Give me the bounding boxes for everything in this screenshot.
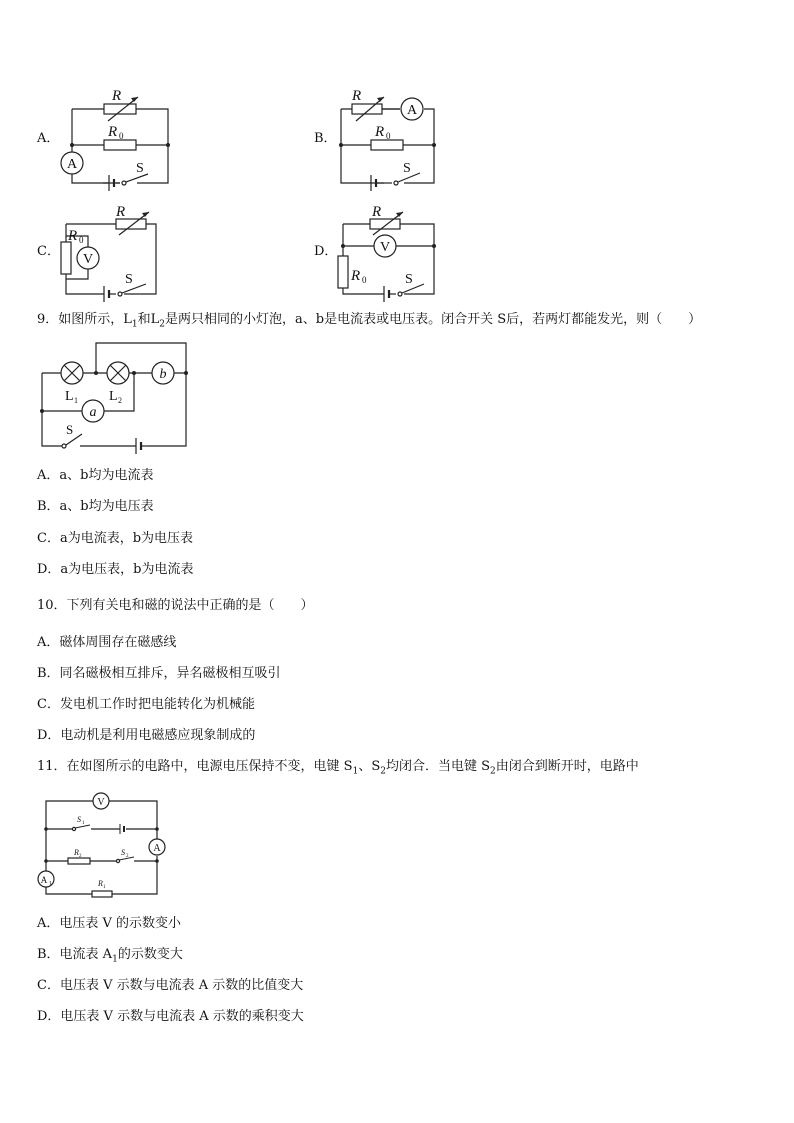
q9-option-a[interactable]: A．a、b均为电流表 [37, 468, 154, 483]
svg-text:R: R [68, 228, 78, 244]
q11-option-a[interactable]: A．电压表 V 的示数变小 [37, 916, 182, 931]
svg-text:V: V [97, 797, 105, 808]
svg-text:A: A [40, 875, 48, 885]
svg-text:1: 1 [74, 396, 78, 405]
svg-text:S: S [121, 848, 125, 857]
q9-option-c[interactable]: C．a为电流表，b为电压表 [37, 531, 194, 546]
svg-text:R: R [108, 124, 118, 140]
q10-option-c[interactable]: C．发电机工作时把电能转化为机械能 [37, 697, 255, 712]
svg-text:a: a [89, 405, 97, 420]
option-c-letter: C． [37, 244, 60, 259]
svg-text:2: 2 [126, 854, 129, 859]
q11-option-b[interactable]: B．电流表 $A_1$的示数变大 [37, 947, 183, 965]
q10-option-d[interactable]: D．电动机是利用电磁感应现象制成的 [37, 728, 256, 743]
svg-text:S: S [66, 422, 74, 437]
q11-option-c[interactable]: C．电压表 V 示数与电流表 A 示数的比值变大 [37, 978, 304, 993]
svg-text:R: R [74, 848, 79, 857]
option-d-letter: D． [314, 244, 338, 259]
svg-text:A: A [66, 157, 78, 172]
svg-text:S: S [405, 272, 413, 287]
svg-text:S: S [77, 815, 81, 824]
q9-option-b[interactable]: B．a、b均为电压表 [37, 499, 154, 514]
svg-text:S: S [403, 161, 411, 176]
svg-text:0: 0 [79, 235, 84, 245]
q11-stem: 11．在如图所示的电路中，电源电压保持不变，电键 $S_1$、$S_2$均闭合．当电键 $S_2$由闭合到断开时，电路中 [37, 759, 639, 777]
svg-text:b: b [159, 367, 167, 382]
voltmeter-icon [93, 793, 109, 809]
svg-text:L: L [65, 389, 74, 404]
svg-text:2: 2 [79, 854, 82, 859]
q10-stem: 10．下列有关电和磁的说法中正确的是（ ） [37, 598, 314, 613]
svg-text:R: R [375, 124, 385, 140]
svg-text:R: R [116, 204, 126, 220]
ammeter-a1-icon [38, 871, 54, 887]
svg-text:R: R [352, 88, 362, 104]
svg-text:1: 1 [49, 881, 52, 887]
svg-text:0: 0 [119, 131, 124, 141]
q9-stem: 9．如图所示，$L_1$和$L_2$是两只相同的小灯泡，a、b是电流表或电压表。闭合开关 S后，若两灯都能发光，则（ ） [37, 312, 702, 330]
option-b-letter: B． [314, 131, 337, 146]
svg-text:0: 0 [386, 131, 391, 141]
svg-text:R: R [112, 88, 122, 104]
svg-text:R: R [351, 268, 361, 284]
svg-text:V: V [82, 252, 94, 267]
svg-text:S: S [136, 161, 144, 176]
svg-text:L: L [109, 389, 118, 404]
svg-text:V: V [379, 240, 391, 255]
svg-text:A: A [153, 843, 161, 854]
ammeter-icon [149, 839, 165, 855]
svg-text:S: S [125, 272, 133, 287]
svg-text:A: A [406, 103, 418, 118]
q9-option-d[interactable]: D．a为电压表，b为电流表 [37, 562, 194, 577]
q10-option-b[interactable]: B．同名磁极相互排斥，异名磁极相互吸引 [37, 666, 281, 681]
svg-text:1: 1 [103, 885, 106, 890]
svg-text:1: 1 [82, 821, 85, 826]
q11-option-d[interactable]: D．电压表 V 示数与电流表 A 示数的乘积变大 [37, 1009, 304, 1024]
svg-text:R: R [372, 204, 382, 220]
option-a-letter: A． [37, 131, 60, 146]
q10-option-a[interactable]: A．磁体周围存在磁感线 [37, 635, 177, 650]
svg-text:R: R [98, 879, 103, 888]
svg-text:2: 2 [118, 396, 122, 405]
svg-text:0: 0 [362, 275, 367, 285]
